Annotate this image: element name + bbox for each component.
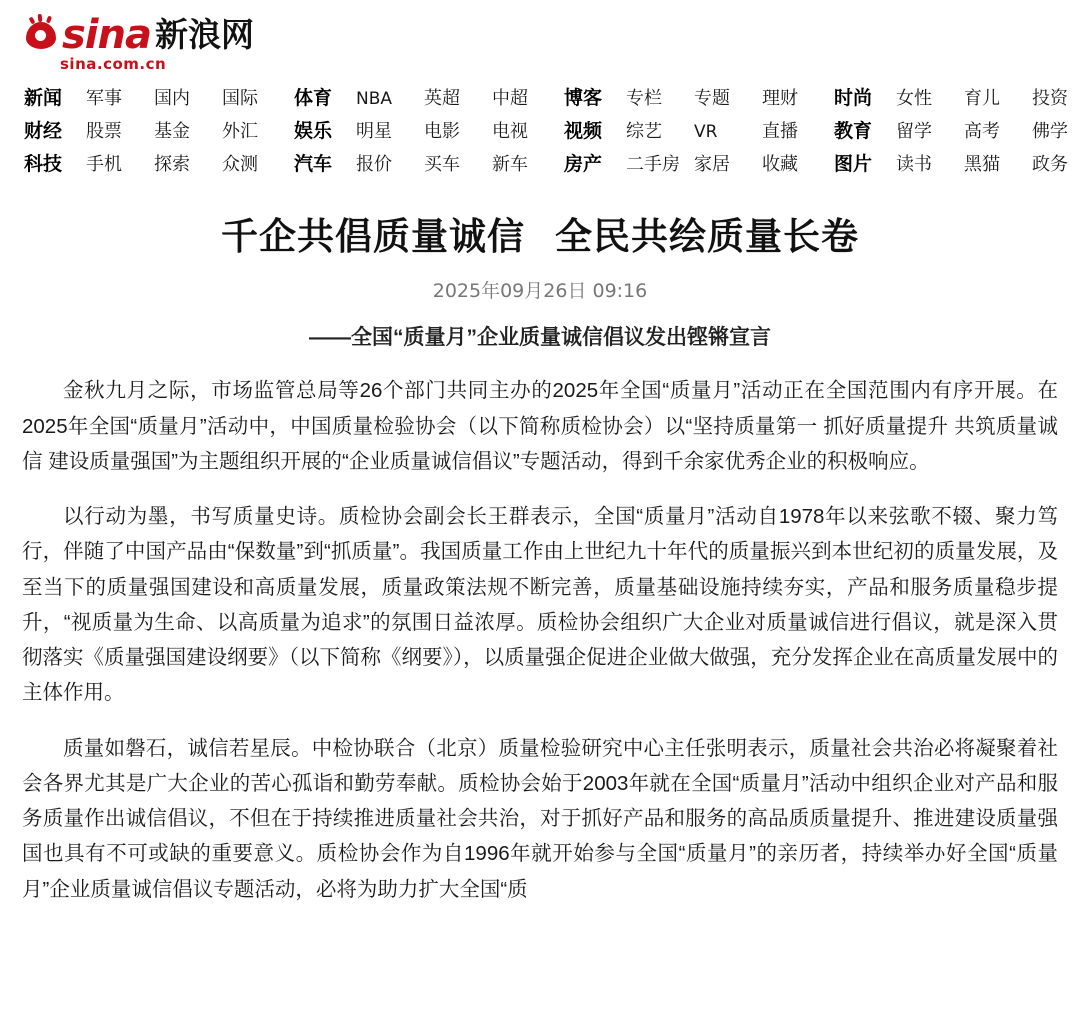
nav-link-explore[interactable]: 探索 — [154, 154, 190, 174]
site-logo[interactable] — [0, 0, 1080, 79]
nav-group-fashion — [834, 83, 1080, 110]
nav-head-video[interactable]: 视频 — [564, 121, 603, 142]
nav-link-government[interactable]: 政务 — [1032, 154, 1068, 174]
nav-head-news[interactable]: 新闻 — [24, 88, 63, 109]
nav-group-entertainment — [294, 116, 564, 143]
logo-url: sina.com.cn — [60, 55, 167, 73]
nav-link-variety[interactable]: 综艺 — [626, 121, 662, 141]
nav-link-international[interactable]: 国际 — [222, 88, 258, 108]
nav-link-finance-mgmt[interactable]: 理财 — [762, 88, 798, 108]
nav-head-education[interactable]: 教育 — [834, 121, 873, 142]
nav-link-movies[interactable]: 电影 — [424, 121, 460, 141]
nav-link-tv[interactable]: 电视 — [492, 121, 528, 141]
nav-head-auto[interactable]: 汽车 — [294, 154, 333, 175]
nav-head-blog[interactable]: 博客 — [564, 88, 603, 109]
sina-flame-icon — [26, 18, 60, 52]
site-nav — [0, 79, 1080, 188]
nav-group-sports — [294, 83, 564, 110]
nav-link-csl[interactable]: 中超 — [492, 88, 528, 108]
nav-link-live[interactable]: 直播 — [762, 121, 798, 141]
nav-group-tech — [24, 149, 294, 176]
nav-link-nba[interactable]: NBA — [356, 89, 393, 109]
nav-link-military[interactable]: 军事 — [86, 88, 122, 108]
nav-link-investment[interactable]: 投资 — [1032, 88, 1068, 108]
nav-link-new-car[interactable]: 新车 — [492, 154, 528, 174]
nav-head-fashion[interactable]: 时尚 — [834, 88, 873, 109]
publish-date: 2025年09月26日 09:16 — [432, 280, 648, 303]
headline-part-1: 千企共倡质量诚信 — [221, 216, 525, 257]
nav-link-parenting[interactable]: 育儿 — [964, 88, 1000, 108]
nav-link-premier-league[interactable]: 英超 — [424, 88, 460, 108]
nav-row — [24, 83, 1068, 110]
nav-link-mobile[interactable]: 手机 — [86, 154, 122, 174]
nav-head-realestate[interactable]: 房产 — [564, 154, 603, 175]
nav-link-collection[interactable]: 收藏 — [762, 154, 798, 174]
article-paragraph: 质量如磐石，诚信若星辰。中检协联合（北京）质量检验研究中心主任张明表示，质量社会共治必将凝聚着社会各界尤其是广大企业的苦心孤诣和勤劳奉献。质检协会始于2003年就在全国“质量月”活动中组织企业对产品和服务质量作出诚信倡议，不但在于持续推进质量社会共治，对于抓好产品和服务的高品质质量提升、推进建设质量强国也具有不可或缺的重要意义。质检协会作为自1996年就开始参与全国“质量月”的亲历者，持续举办好全国“质量月”企业质量诚信倡议专题活动，必将为助力扩大全国“质 — [22, 736, 1058, 901]
nav-link-column[interactable]: 专栏 — [626, 88, 662, 108]
nav-head-entertainment[interactable]: 娱乐 — [294, 121, 333, 142]
logo-wordmark-cn: 新浪网 — [155, 15, 254, 55]
nav-link-celebrity[interactable]: 明星 — [356, 121, 392, 141]
page-title — [22, 214, 1058, 260]
nav-link-secondhand-house[interactable]: 二手房 — [626, 154, 680, 174]
nav-link-forex[interactable]: 外汇 — [222, 121, 258, 141]
nav-link-stocks[interactable]: 股票 — [86, 121, 122, 141]
nav-group-video — [564, 116, 834, 143]
nav-link-home[interactable]: 家居 — [694, 154, 730, 174]
nav-group-photo — [834, 149, 1080, 176]
article-subtitle: ——全国“质量月”企业质量诚信倡议发出铿锵宣言 — [309, 326, 771, 350]
article-paragraph: 以行动为墨，书写质量史诗。质检协会副会长王群表示，全国“质量月”活动自1978年以来弦歌不辍、聚力笃行，伴随了中国产品由“保数量”到“抓质量”。我国质量工作由上世纪九十年代的质量振兴到本世纪初的质量发展，及至当下的质量强国建设和高质量发展，质量政策法规不断完善，质量基础设施持续夯实，产品和服务质量稳步提升，“视质量为生命、以高质量为追求”的氛围日益浓厚。质检协会组织广大企业对质量诚信进行倡议，就是深入贯彻落实《质量强国建设纲要》（以下简称《纲要》），以质量强企促进企业做大做强，充分发挥企业在高质量发展中的主体作用。 — [22, 505, 1058, 705]
nav-link-gaokao[interactable]: 高考 — [964, 121, 1000, 141]
nav-group-education — [834, 116, 1080, 143]
nav-link-funds[interactable]: 基金 — [154, 121, 190, 141]
nav-head-sports[interactable]: 体育 — [294, 88, 333, 109]
nav-row — [24, 149, 1068, 176]
nav-link-review[interactable]: 众测 — [222, 154, 258, 174]
article-paragraph: 金秋九月之际，市场监管总局等26个部门共同主办的2025年全国“质量月”活动正在全国范围内有序开展。在2025年全国“质量月”活动中，中国质量检验协会（以下简称质检协会）以“坚持质量第一 抓好质量提升 共筑质量诚信 建设质量强国”为主题组织开展的“企业质量诚信倡议”专题活动，得到千余家优秀企业的积极响应。 — [22, 379, 1058, 473]
nav-group-finance — [24, 116, 294, 143]
nav-link-buddhism[interactable]: 佛学 — [1032, 121, 1068, 141]
nav-group-auto — [294, 149, 564, 176]
nav-link-domestic[interactable]: 国内 — [154, 88, 190, 108]
nav-group-blog — [564, 83, 834, 110]
nav-link-buy-car[interactable]: 买车 — [424, 154, 460, 174]
article — [0, 188, 1080, 907]
nav-link-women[interactable]: 女性 — [896, 88, 932, 108]
nav-link-blackcat[interactable]: 黑猫 — [964, 154, 1000, 174]
nav-row — [24, 116, 1068, 143]
nav-link-topic[interactable]: 专题 — [694, 88, 730, 108]
nav-head-finance[interactable]: 财经 — [24, 121, 63, 142]
nav-head-photo[interactable]: 图片 — [834, 154, 873, 175]
nav-link-price[interactable]: 报价 — [356, 154, 392, 174]
headline-part-2: 全民共绘质量长卷 — [555, 216, 859, 257]
nav-group-realestate — [564, 149, 834, 176]
logo-wordmark: sina — [62, 12, 151, 58]
nav-group-news — [24, 83, 294, 110]
nav-link-vr[interactable]: VR — [694, 122, 718, 142]
nav-link-study-abroad[interactable]: 留学 — [896, 121, 932, 141]
nav-link-reading[interactable]: 读书 — [896, 154, 932, 174]
nav-head-tech[interactable]: 科技 — [24, 154, 63, 175]
